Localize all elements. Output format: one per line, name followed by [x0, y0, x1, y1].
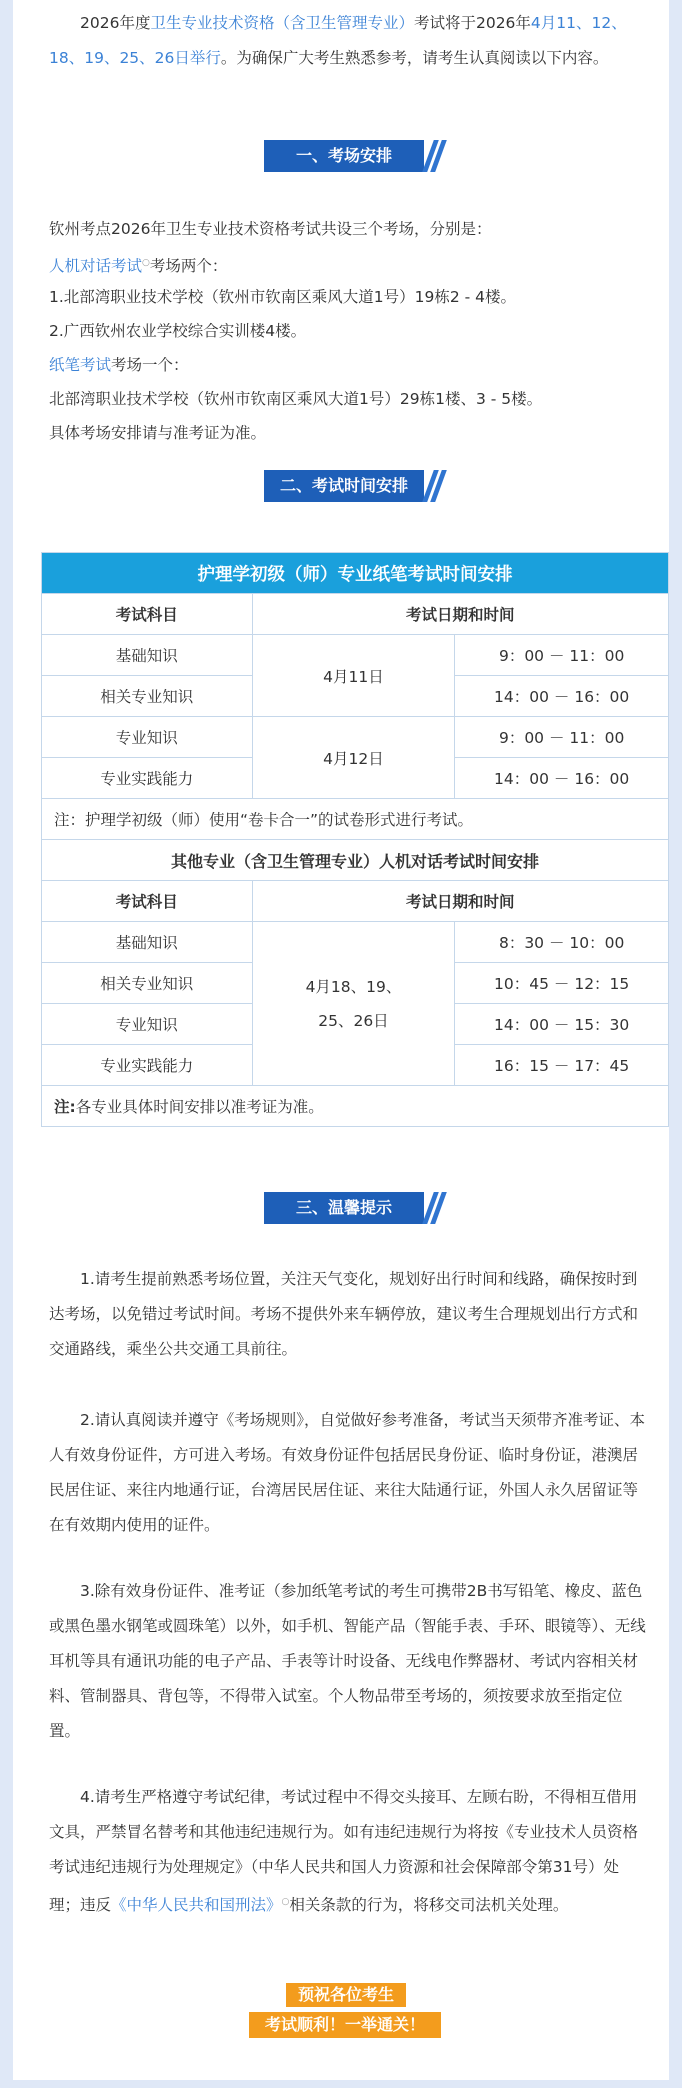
- table2-note-text: 各专业具体时间安排以准考证为准。: [75, 1098, 324, 1116]
- venue-2: 2.广西钦州农业学校综合实训楼4楼。: [49, 322, 307, 340]
- section-heading-3: [264, 1192, 440, 1224]
- intro-tail: 。为确保广大考生熟悉参考，请考生认真阅读以下内容。: [220, 49, 609, 67]
- tip-4-tail: 相关条款的行为，将移交司法机关处理。: [289, 1896, 569, 1915]
- paper-exam-link[interactable]: 纸笔考试: [49, 356, 112, 374]
- section-heading-1: [264, 140, 440, 172]
- table2-subject: 基础知识: [42, 922, 253, 963]
- table-row: [42, 717, 669, 758]
- table2-time: 8：30 － 10：00: [455, 922, 669, 963]
- table1-title: 护理学初级（师）专业纸笔考试时间安排: [42, 553, 669, 594]
- closing-line-2: 考试顺利！一举通关！: [249, 2012, 441, 2038]
- exam-name-link[interactable]: 卫生专业技术资格（含卫生管理专业）: [150, 14, 414, 32]
- table2-subject: 相关专业知识: [42, 963, 253, 1004]
- intro-paragraph: [49, 6, 649, 76]
- section-title-1: 一、考场安排: [264, 140, 424, 172]
- schedule-table: [41, 552, 669, 1127]
- table1-time: 14：00 － 16：00: [455, 758, 669, 799]
- criminal-law-link[interactable]: 《中华人民共和国刑法》: [111, 1896, 282, 1915]
- computer-exam-link[interactable]: 人机对话考试: [49, 257, 143, 276]
- table1-time: 9：00 － 11：00: [455, 635, 669, 676]
- computer-exam-line: [49, 246, 649, 284]
- table1-subject: 专业实践能力: [42, 758, 253, 799]
- paper-exam-line: [49, 348, 649, 383]
- table2-time: 10：45 － 12：15: [455, 963, 669, 1004]
- venue-note: 具体考场安排请与准考证为准。: [49, 424, 267, 442]
- search-icon: ○: [142, 258, 150, 268]
- table1-note: 注：护理学初级（师）使用“卷卡合一”的试卷形式进行考试。: [42, 799, 669, 840]
- table2-time: 14：00 － 15：30: [455, 1004, 669, 1045]
- search-icon: ○: [281, 1897, 290, 1907]
- intro-mid: 考试将于2026年: [413, 14, 531, 32]
- intro-lead: 2026年度: [80, 14, 151, 32]
- table1-subject: 专业知识: [42, 717, 253, 758]
- table1-date: 4月11日: [252, 635, 455, 717]
- section-title-3: 三、温馨提示: [264, 1192, 424, 1224]
- venue-1: 1.北部湾职业技术学校（钦州市钦南区乘风大道1号）19栋2 - 4楼。: [49, 288, 517, 306]
- table2-header-subject: 考试科目: [42, 881, 253, 922]
- paper-exam-suffix: 考场一个：: [111, 356, 189, 374]
- tip-4: [49, 1780, 649, 1923]
- table-row: [42, 922, 669, 963]
- article-body: [13, 0, 669, 2080]
- tip-2: 2.请认真阅读并遵守《考场规则》，自觉做好参考准备，考试当天须带齐准考证、本人有效身份证件，方可进入考场。有效身份证件包括居民身份证、临时身份证，港澳居民居住证、来往内地通行证，台湾居民居住证、来往大陆通行证，外国人永久居留证等在有效期内使用的证件。: [49, 1411, 646, 1534]
- table1-subject: 基础知识: [42, 635, 253, 676]
- table2-header-time: 考试日期和时间: [252, 881, 668, 922]
- venue-intro: 钦州考点2026年卫生专业技术资格考试共设三个考场，分别是：: [49, 220, 492, 238]
- table1-header-time: 考试日期和时间: [252, 594, 668, 635]
- table2-subject: 专业实践能力: [42, 1045, 253, 1086]
- section-title-2: 二、考试时间安排: [264, 470, 424, 502]
- table2-time: 16：15 － 17：45: [455, 1045, 669, 1086]
- tip-3: 3.除有效身份证件、准考证（参加纸笔考试的考生可携带2B书写铅笔、橡皮、蓝色或黑色墨水钢笔或圆珠笔）以外，如手机、智能产品（智能手表、手环、眼镜等）、无线耳机等具有通讯功能的电子产品、手表等计时设备、无线电作弊器材、考试内容相关材料、管制器具、背包等，不得带入试室。个人物品带至考场的，须按要求放至指定位置。: [49, 1582, 646, 1740]
- tip-4-text: 4.请考生严格遵守考试纪律，考试过程中不得交头接耳、左顾右盼，不得相互借用文具，严禁冒名替考和其他违纪违规行为。如有违纪违规行为将按《专业技术人员资格考试违纪违规行为处理规定》（中华人民共和国人力资源和社会保障部令第31号）处理；违反: [49, 1788, 639, 1915]
- table-row: [42, 635, 669, 676]
- table2-subject: 专业知识: [42, 1004, 253, 1045]
- table2-date-line2: 25、26日: [318, 1011, 389, 1030]
- computer-exam-suffix: 考场两个：: [149, 257, 228, 276]
- table2-date: [252, 922, 455, 1086]
- table1-subject: 相关专业知识: [42, 676, 253, 717]
- table2-date-line1: 4月18、19、: [305, 977, 402, 996]
- table2-title: 其他专业（含卫生管理专业）人机对话考试时间安排: [42, 840, 669, 881]
- tip-1: 1.请考生提前熟悉考场位置，关注天气变化，规划好出行时间和线路，确保按时到达考场，以免错过考试时间。考场不提供外来车辆停放，建议考生合理规划出行方式和交通路线，乘坐公共交通工具前往。: [49, 1270, 639, 1358]
- exam-dates: 4月11、12、18、19、25、26日举行: [49, 14, 627, 67]
- table1-time: 9：00 － 11：00: [455, 717, 669, 758]
- table1-header-subject: 考试科目: [42, 594, 253, 635]
- table1-date: 4月12日: [252, 717, 455, 799]
- table1-time: 14：00 － 16：00: [455, 676, 669, 717]
- table2-note: [42, 1086, 669, 1127]
- venue-3: 北部湾职业技术学校（钦州市钦南区乘风大道1号）29栋1楼、3 - 5楼。: [49, 390, 543, 408]
- table2-note-label: 注:: [54, 1098, 76, 1116]
- closing-line-1: 预祝各位考生: [286, 1983, 406, 2007]
- section-heading-2: [264, 470, 440, 502]
